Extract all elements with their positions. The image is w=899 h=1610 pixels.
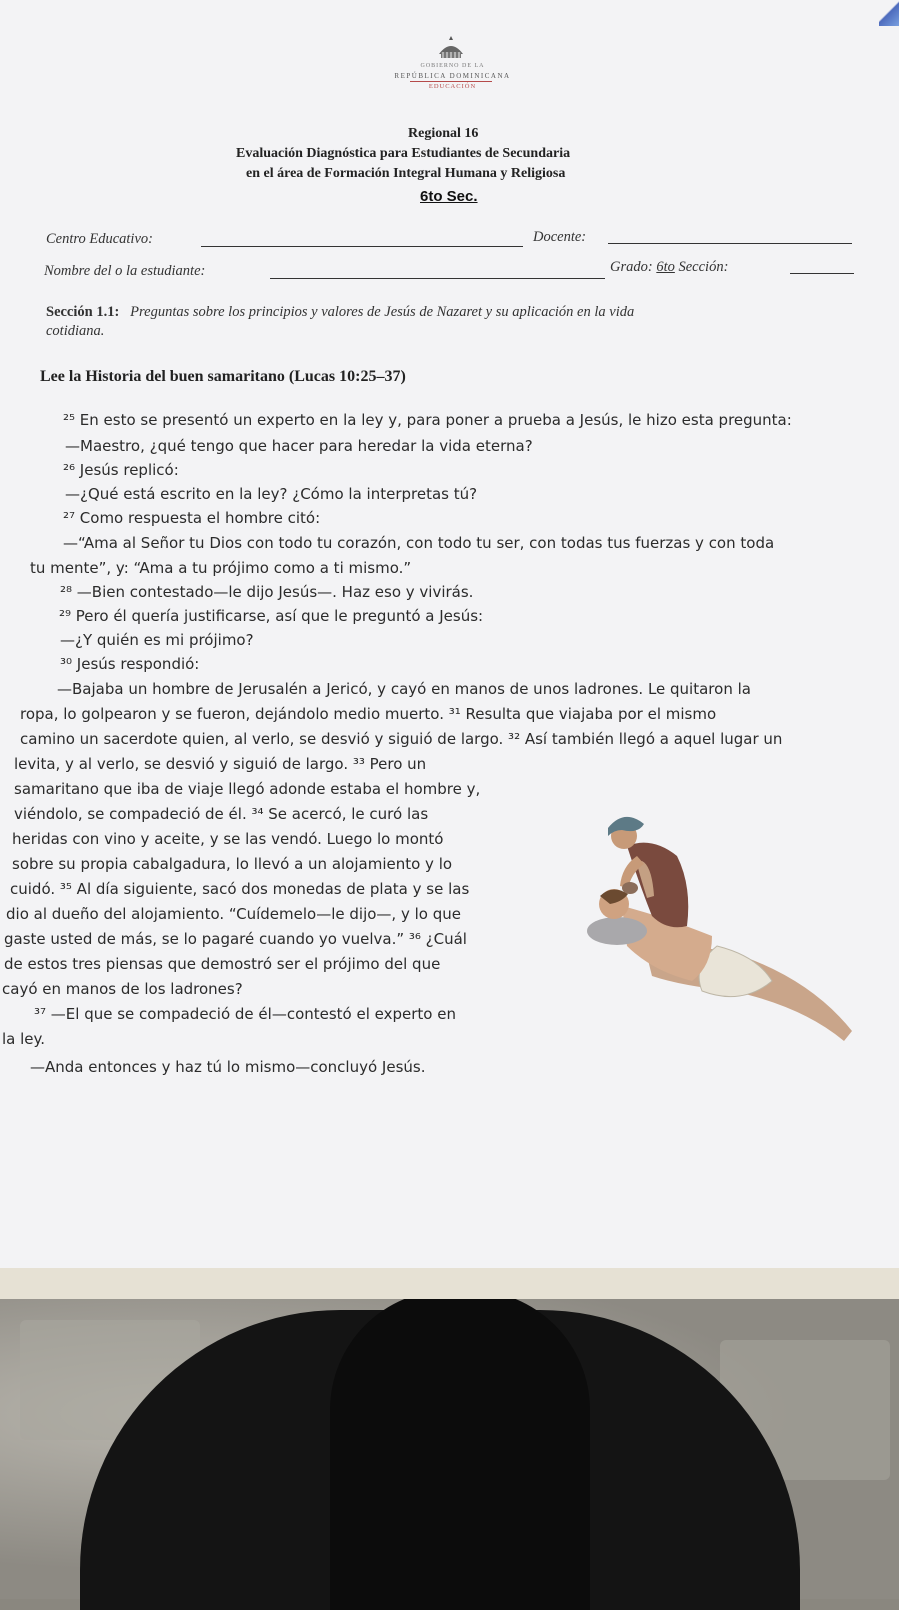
page-subtitle: en el área de Formación Integral Humana y Religiosa bbox=[246, 166, 566, 181]
docente-field[interactable] bbox=[608, 243, 852, 244]
story-line: samaritano que iba de viaje llegó adonde estaba el hombre y, bbox=[14, 780, 481, 798]
story-line: de estos tres piensas que demostró ser el prójimo del que bbox=[4, 955, 441, 973]
story-line: heridas con vino y aceite, y se las vendó. Luego lo montó bbox=[12, 830, 444, 848]
story-line: —“Ama al Señor tu Dios con todo tu corazón, con todo tu ser, con todas tus fuerzas y con toda bbox=[63, 534, 775, 552]
seccion-field[interactable] bbox=[790, 273, 854, 274]
story-line: la ley. bbox=[2, 1030, 46, 1048]
story-line: viéndolo, se compadeció de él. ³⁴ Se acercó, le curó las bbox=[14, 805, 429, 823]
section-description: Preguntas sobre los principios y valores de Jesús de Nazaret y su aplicación en la vida bbox=[130, 304, 635, 320]
grado-value: 6to bbox=[656, 259, 675, 275]
story-line: camino un sacerdote quien, al verlo, se desvió y siguió de largo. ³² Así también llegó a aquel lugar un bbox=[20, 730, 783, 748]
story-line: levita, y al verlo, se desvió y siguió de largo. ³³ Pero un bbox=[14, 755, 427, 773]
story-line: ³⁷ —El que se compadeció de él—contestó el experto en bbox=[34, 1005, 456, 1023]
section-description-cont: cotidiana. bbox=[46, 323, 105, 339]
story-line: sobre su propia cabalgadura, lo llevó a un alojamiento y lo bbox=[12, 855, 453, 873]
story-line: cayó en manos de los ladrones? bbox=[2, 980, 243, 998]
logo-text: GOBIERNO DE LA bbox=[420, 63, 485, 69]
reading-instruction: Lee la Historia del buen samaritano (Lucas 10:25–37) bbox=[40, 368, 406, 385]
regional-heading: Regional 16 bbox=[408, 126, 479, 141]
coat-of-arms-icon bbox=[433, 34, 469, 62]
story-line: tu mente”, y: “Ama a tu prójimo como a ti mismo.” bbox=[30, 559, 412, 577]
grade-level-heading: 6to Sec. bbox=[420, 188, 478, 205]
story-line: cuidó. ³⁵ Al día siguiente, sacó dos monedas de plata y se las bbox=[10, 880, 470, 898]
nombre-estudiante-label: Nombre del o la estudiante: bbox=[44, 263, 206, 279]
good-samaritan-illustration bbox=[582, 806, 874, 1051]
story-line: ²⁷ Como respuesta el hombre citó: bbox=[63, 509, 321, 527]
story-line: dio al dueño del alojamiento. “Cuídemelo—le dijo—, y lo que bbox=[6, 905, 461, 923]
story-line: —¿Qué está escrito en la ley? ¿Cómo la interpretas tú? bbox=[65, 485, 478, 503]
page-title: Evaluación Diagnóstica para Estudiantes de Secundaria bbox=[236, 146, 571, 161]
story-line: ²⁶ Jesús replicó: bbox=[63, 461, 179, 479]
page-corner bbox=[879, 0, 899, 26]
story-line: ²⁵ En esto se presentó un experto en la ley y, para poner a prueba a Jesús, le hizo esta pregunta: bbox=[63, 411, 792, 429]
seccion-label: Sección: bbox=[678, 259, 729, 275]
story-line: —Bajaba un hombre de Jerusalén a Jericó, y cayó en manos de unos ladrones. Le quitaron la bbox=[57, 680, 751, 698]
nombre-estudiante-field[interactable] bbox=[270, 278, 605, 279]
story-line: —Maestro, ¿qué tengo que hacer para heredar la vida eterna? bbox=[65, 437, 533, 455]
grado-label-text: Grado: bbox=[610, 259, 653, 275]
story-line: ³⁰ Jesús respondió: bbox=[60, 655, 200, 673]
story-line: —¿Y quién es mi prójimo? bbox=[60, 631, 254, 649]
dark-fabric bbox=[330, 1290, 590, 1610]
logo-country: REPÚBLICA DOMINICANA bbox=[394, 72, 511, 80]
centro-educativo-field[interactable] bbox=[201, 246, 523, 247]
story-line: ropa, lo golpearon y se fueron, dejándolo medio muerto. ³¹ Resulta que viajaba por el mismo bbox=[20, 705, 717, 723]
story-line: ²⁸ —Bien contestado—le dijo Jesús—. Haz eso y vivirás. bbox=[60, 583, 474, 601]
section-label: Sección 1.1: bbox=[46, 304, 120, 320]
logo-divider bbox=[410, 81, 492, 82]
centro-educativo-label: Centro Educativo: bbox=[46, 231, 153, 247]
logo-ministry: EDUCACIÓN bbox=[428, 83, 477, 90]
section-heading bbox=[46, 304, 634, 321]
story-line: gaste usted de más, se lo pagaré cuando yo vuelva.” ³⁶ ¿Cuál bbox=[4, 930, 467, 948]
docente-label: Docente: bbox=[533, 229, 587, 245]
grado-label bbox=[610, 259, 728, 276]
story-line: —Anda entonces y haz tú lo mismo—concluyó Jesús. bbox=[30, 1058, 426, 1076]
story-line: ²⁹ Pero él quería justificarse, así que le preguntó a Jesús: bbox=[59, 607, 484, 625]
